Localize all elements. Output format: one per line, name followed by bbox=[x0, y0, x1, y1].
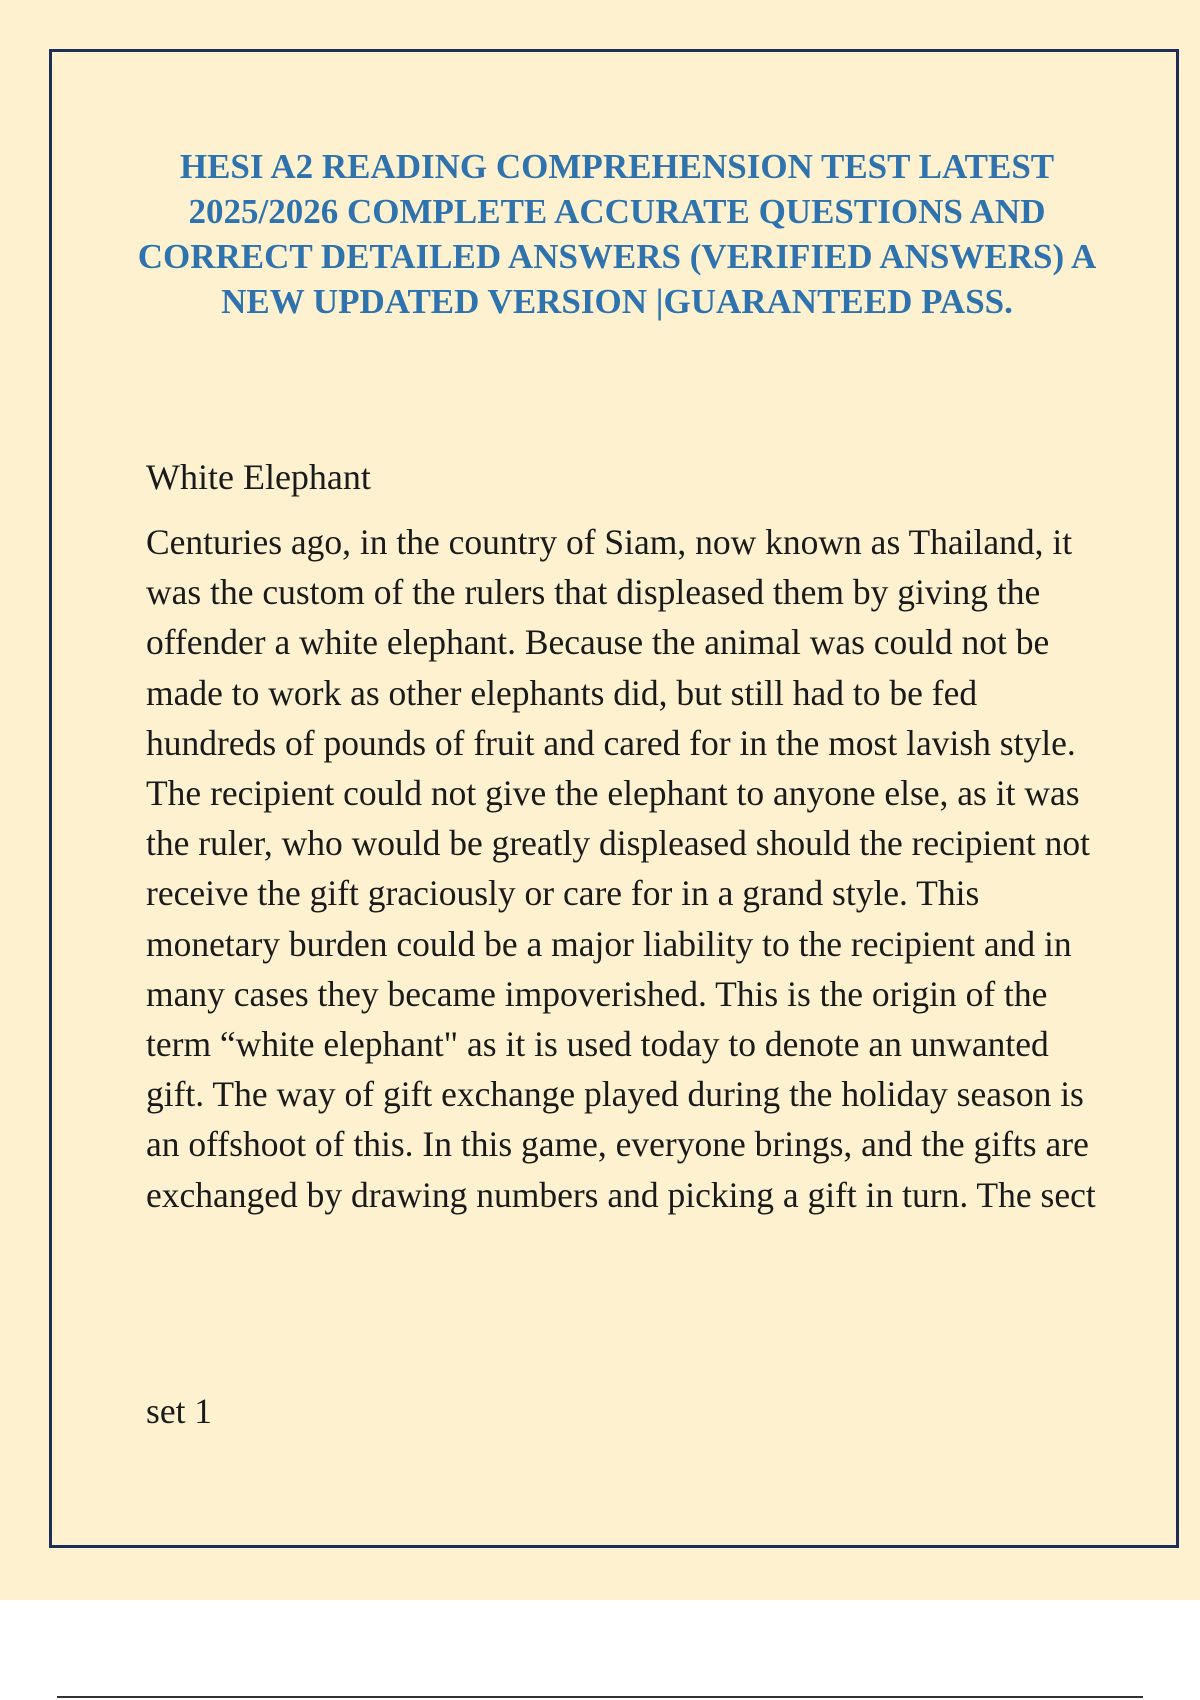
document-title: HESI A2 READING COMPREHENSION TEST LATEST 2025/2026 COMPLETE ACCURATE QUESTIONS AND CORRECT DETAILED ANSWERS (VERIFIED ANSWERS) A NEW UPDATED VERSION |GUARANTEED PASS. bbox=[137, 147, 1097, 321]
passage-heading: White Elephant bbox=[146, 457, 371, 497]
footer-divider bbox=[57, 1696, 1143, 1698]
passage-body: Centuries ago, in the country of Siam, now known as Thailand, it was the custom of the rulers that displeased them by giving the offender a white elephant. Because the animal was could not be made to work as other elephants did, but still had to be fed hundreds of pounds of fruit and cared for in the most lavish style. The recipient could not give the elephant to anyone else, as it was the ruler, who would be greatly displeased should the recipient not receive the gift graciously or care for in a grand style. This monetary burden could be a major liability to the recipient and in many cases they became impoverished. This is the origin of the term “white elephant" as it is used today to denote an unwanted gift. The way of gift exchange played during the holiday season is an offshoot of this. In this game, everyone brings, and the gifts are exchanged by drawing numbers and picking a gift in turn. The sect bbox=[146, 522, 1096, 1215]
set-label: set 1 bbox=[146, 1391, 213, 1431]
